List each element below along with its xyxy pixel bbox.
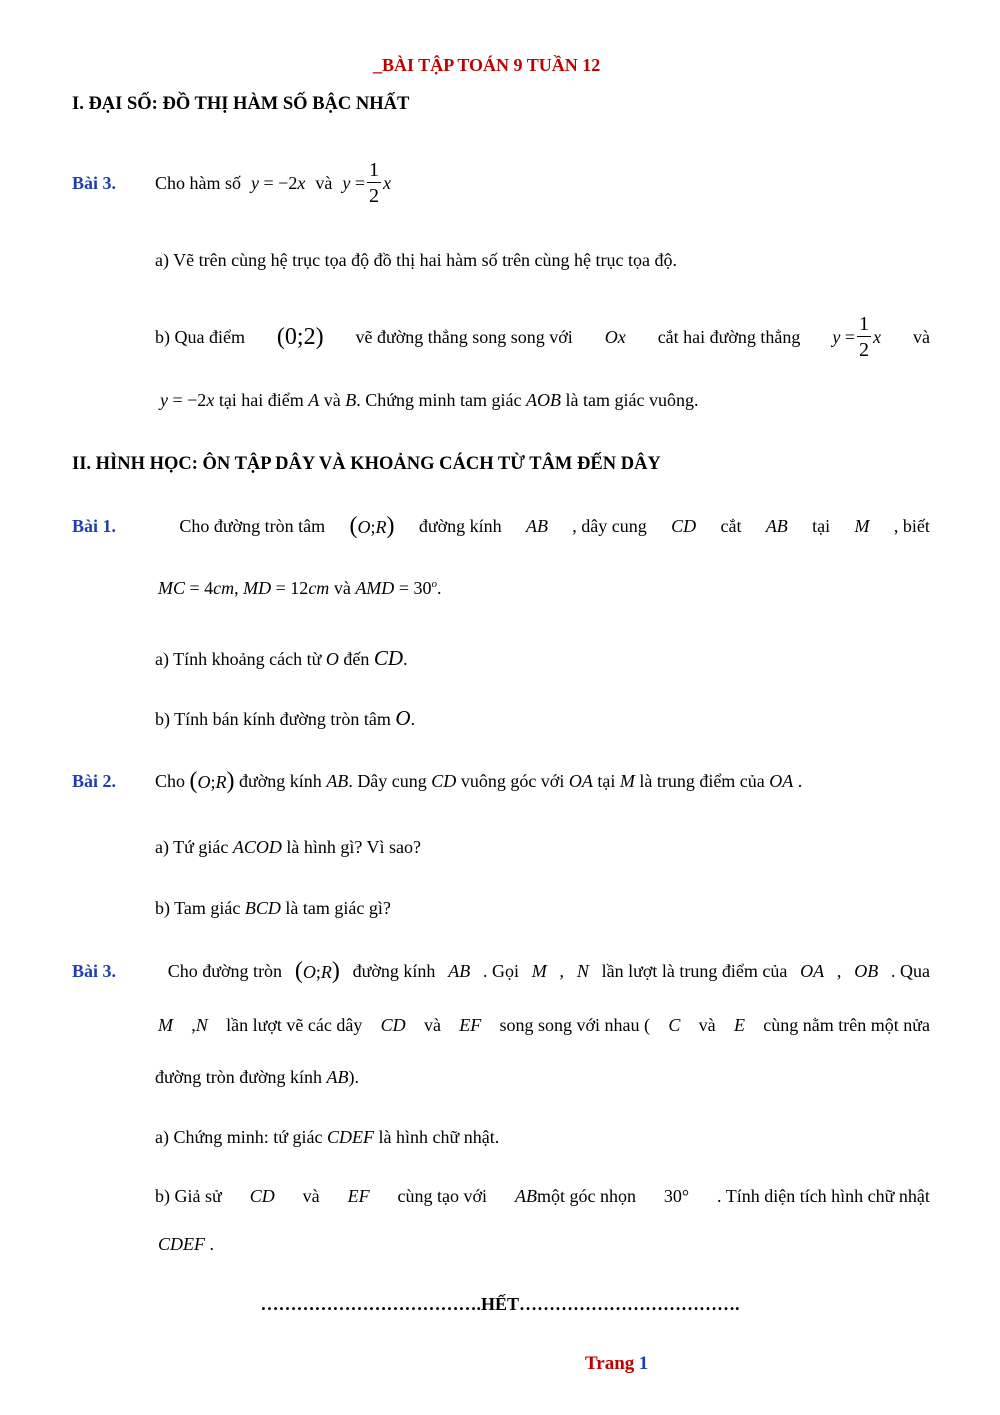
exercise-text: đến [343,649,370,669]
exercise-text: và [423,1015,441,1035]
exercise-text: và [315,172,333,193]
formula: BCD [244,898,281,918]
exercise-text: cùng tạo với [397,1186,488,1206]
exercise-text: song song với nhau ( [499,1015,651,1035]
formula: y = −2x [160,390,215,410]
formula: EF [347,1186,370,1206]
exercise-text: và [912,326,930,347]
formula: OA [568,771,593,791]
exercise-text: là hình gì? Vì sao? [286,837,422,857]
formula: CD [249,1186,275,1206]
formula: MC = 4cm, MD = 12cm [158,578,330,598]
exercise-text: tại hai điểm [218,390,304,410]
exercise-text: và [323,390,341,410]
exercise-text: . Chứng minh tam giác [356,390,522,410]
formula: AB [765,516,788,536]
exercise-text: Cho đường tròn [167,961,283,981]
formula: M [854,516,870,536]
exercise-text: , biết [893,516,930,536]
geometry-3-line2: M ,N lần lượt vẽ các dây CD và EF song song với nhau ( C và E cùng nằm trên một nửa [158,1015,930,1035]
formula: 30° [663,1186,690,1206]
formula: M [158,1015,173,1035]
formula: AB [326,771,349,791]
exercise-label: Bài 3. [72,961,117,981]
exercise-text: là tam giác gì? [285,898,391,918]
exercise-text: . Tính diện tích hình chữ nhật [717,1186,930,1206]
formula: Ox [604,326,626,347]
algebra-part-a: a) Vẽ trên cùng hệ trục tọa độ đồ thị hai hàm số trên cùng hệ trục tọa độ. [155,250,678,270]
exercise-text: đường tròn đường kính [155,1067,323,1087]
page-label: Trang [585,1353,635,1374]
exercise-text: b) Qua điểm [155,326,245,347]
algebra-exercise-3 [72,160,391,206]
exercise-text: là tam giác vuông. [565,390,699,410]
formula: M [619,771,635,791]
formula: OA [800,961,825,981]
formula: B [345,390,357,410]
formula: y = $\frac{1}{2}$ x [342,159,391,207]
section-heading-algebra: I. ĐẠI SỐ: ĐỒ THỊ HÀM SỐ BẬC NHẤT [72,94,410,114]
exercise-text: là hình chữ nhật. [378,1127,500,1147]
exercise-text: Cho đường tròn tâm [179,516,326,536]
geometry-exercise-1 [72,513,930,540]
formula: y = −2x [251,172,306,193]
geometry-exercise-2: Bài 2. Cho (O;R) đường kính AB . Dây cung CD vuông góc với OA tại M là trung điểm của OA . [72,768,803,794]
exercise-text: và [333,578,351,598]
formula: AB [448,961,471,981]
end-marker: ……………………………….HẾT………………………………. [260,1294,740,1314]
exercise-text: tại [812,516,831,536]
exercise-text: cùng nằm trên một nửa [763,1015,930,1035]
formula: y = $\frac{1}{2}$ x [832,313,882,361]
formula: A [308,390,320,410]
exercise-text: lần lượt vẽ các dây [226,1015,363,1035]
exercise-text: Cho [155,771,186,791]
exercise-label: Bài 3. [72,172,117,193]
geometry-2-part-b [155,898,391,919]
geometry-3-line3: đường tròn đường kính AB). [155,1067,360,1087]
formula: CD [671,516,697,536]
exercise-text: một góc nhọn [536,1186,636,1206]
exercise-text: a) Tính khoảng cách từ [155,649,322,669]
exercise-text: . Dây cung [348,771,427,791]
exercise-label: Bài 1. [72,516,117,536]
page-title: _BÀI TẬP TOÁN 9 TUẦN 12 [373,55,601,75]
exercise-text: và [302,1186,320,1206]
exercise-text: là trung điểm của [639,771,765,791]
exercise-text: và [698,1015,716,1035]
formula: CD [373,646,404,670]
geometry-1-part-a: a) Tính khoảng cách từ O đến CD. [155,646,408,670]
formula: O [325,649,339,669]
exercise-text: đường kính [418,516,502,536]
exercise-text: . Gọi [482,961,519,981]
formula: AB [326,1067,349,1087]
formula: ACOD [232,837,282,857]
geometry-3-part-b [155,1186,930,1207]
formula: AMD = $30^o$. [355,578,442,598]
page-footer [585,1353,648,1375]
formula: C [668,1015,681,1035]
exercise-text: Cho hàm số [155,172,242,193]
exercise-text: vẽ đường thẳng song song với [355,326,573,347]
geometry-3-part-b-end: CDEF . [158,1234,214,1254]
formula: (0;2) [276,323,324,350]
formula: (O;R) [349,513,395,539]
exercise-label: Bài 2. [72,771,117,791]
exercise-text: b) Tính bán kính đường tròn tâm [155,709,391,729]
formula: (O;R) [294,958,340,984]
exercise-text: . Qua [890,961,930,981]
section-heading-geometry: II. HÌNH HỌC: ÔN TẬP DÂY VÀ KHOẢNG CÁCH TỪ TÂM ĐẾN DÂY [72,454,661,474]
formula: CDEF [326,1127,374,1147]
formula: AB [514,1186,537,1206]
geometry-1-given [158,578,441,599]
formula: O [395,706,411,730]
formula: CD [431,771,457,791]
geometry-3-part-a [155,1127,499,1148]
algebra-part-b-line2 [160,390,699,411]
geometry-2-part-a [155,837,421,858]
formula: OA [769,771,794,791]
exercise-text: a) Chứng minh: tứ giác [155,1127,323,1147]
exercise-text: tại [597,771,616,791]
exercise-text: cắt [720,516,742,536]
exercise-text: lần lượt là trung điểm của [601,961,788,981]
formula: CD [380,1015,406,1035]
exercise-text: đường kính [352,961,436,981]
formula: EF [459,1015,482,1035]
page-number: 1 [638,1353,649,1374]
formula: CDEF [158,1234,205,1254]
exercise-text: vuông góc với [460,771,565,791]
geometry-exercise-3: Bài 3. Cho đường tròn (O;R) đường kính AB . Gọi M , N lần lượt là trung điểm của OA , OB . Qua [72,958,930,984]
formula: (O;R) [189,768,235,794]
formula: AOB [526,390,562,410]
formula: M [531,961,547,981]
exercise-text: , dây cung [572,516,647,536]
exercise-text: a) Tứ giác [155,837,229,857]
formula: AB [525,516,548,536]
exercise-text: đường kính [239,771,322,791]
formula: E [733,1015,745,1035]
exercise-text: b) Tam giác [155,898,241,918]
exercise-text: cắt hai đường thẳng [657,326,801,347]
exercise-text: b) Giả sử [155,1186,222,1206]
geometry-1-part-b: b) Tính bán kính đường tròn tâm O. [155,706,416,730]
algebra-part-b-line1 [155,314,930,360]
